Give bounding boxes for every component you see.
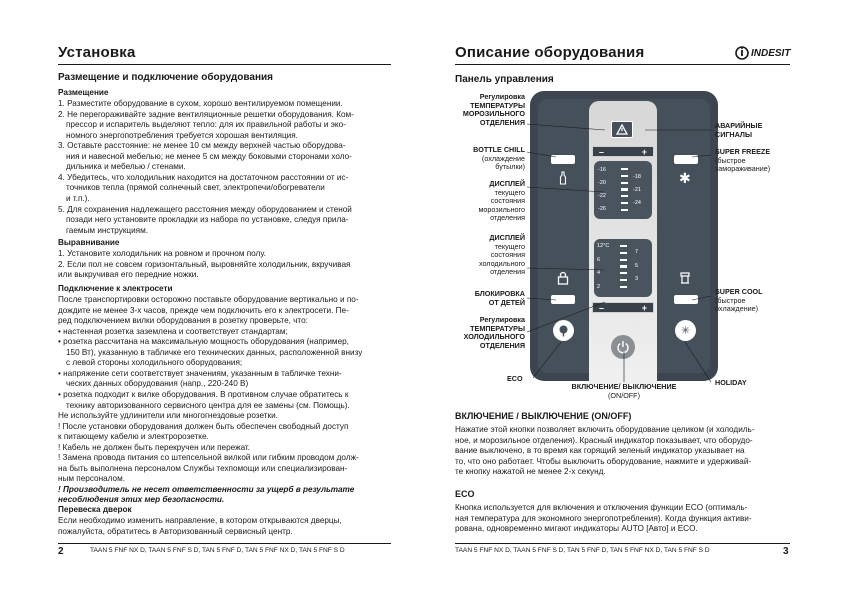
freezer-scale-label: -24: [633, 200, 641, 206]
electrical-line: 150 Вт), указанную в табличке его технических данных, расположенной внизу: [66, 347, 363, 357]
super-cool-label: [715, 288, 763, 314]
electrical-line: ! После установки оборудования должен быть обеспечен свободный доступ: [58, 421, 349, 431]
placement-item-line: гаемым инструкциям.: [66, 225, 149, 235]
fridge-display-label: [439, 234, 525, 277]
label-line: бутылки): [495, 162, 525, 171]
fridge-scale-label: 6: [597, 256, 601, 263]
footer-rule: [455, 543, 790, 544]
fridge-scale-label: 12°C: [597, 243, 610, 249]
placement-item-line: дильника и мебелью / стенами.: [66, 162, 186, 172]
label-line: СИГНАЛЫ: [715, 129, 752, 139]
electrical-line: • розетка подходит к вилке оборудования. В противном случае обратитесь к: [58, 389, 349, 399]
bottle-chill-label: [439, 146, 525, 172]
super-freeze-label: [715, 148, 770, 174]
freezer-display-label: [439, 180, 525, 223]
leveling-heading: Выравнивание: [58, 238, 120, 247]
leveling-line: 2. Если пол не совсем горизонтальный, выровняйте холодильник, вкручивая: [58, 259, 351, 269]
label-line: Регулировка: [479, 92, 525, 101]
onoff-text-line: ное, и морозильное отделения). Красный индикатор показывает, что оборудо-: [455, 435, 753, 445]
label-line: ВКЛЮЧЕНИЕ/ ВЫКЛЮЧЕНИЕ: [571, 382, 677, 391]
electrical-line: • настенная розетка заземлена и соответствует стандартам;: [58, 326, 288, 336]
freezer-minus-button[interactable]: –: [599, 146, 605, 157]
freezer-temp-label: [439, 93, 525, 127]
electrical-line: • розетка рассчитана на максимальную мощность оборудования (например,: [58, 337, 349, 347]
label-line: морозильного: [478, 204, 525, 214]
electrical-line: • напряжение сети соответствует значениям, указанным в табличке техни-: [58, 368, 342, 378]
fridge-plus-button[interactable]: +: [641, 302, 647, 313]
model-footer: TAAN 5 FNF NX D, TAAN 5 FNF S D, TAN 5 FNF D, TAN 5 FNF NX D, TAN 5 FNF S D: [455, 547, 710, 554]
label-line: (быстрое: [715, 155, 746, 165]
label-line: охлаждение): [715, 304, 759, 313]
label-line: ОТДЕЛЕНИЯ: [479, 117, 525, 127]
electrical-line: ред подключением вилки оборудования в розетку проверьте, что:: [58, 316, 308, 326]
label-line: ОТ ДЕТЕЙ: [488, 297, 525, 307]
fridge-scale-label: 5: [635, 262, 639, 269]
freezer-scale-label: -21: [633, 187, 641, 193]
eco-text-line: рована, одновременно мигают индикаторы AUTO [Авто] и ECO.: [455, 524, 698, 534]
holiday-snowflake-icon: ✳: [680, 325, 691, 337]
warning-line: ! Производитель не несет ответственности за ущерб в результате: [58, 484, 355, 494]
eco-text-line: ная температура для экономного энергопотребления). Когда функция активи-: [455, 513, 752, 523]
right-page: [421, 0, 842, 595]
label-line: холодильного: [478, 258, 525, 268]
fridge-scale-label: 7: [635, 249, 639, 255]
onoff-text-line: вание выключено, в то время как горящий зеленый индикатор указывает на: [455, 446, 745, 456]
freezer-scale-label: -18: [633, 174, 641, 180]
label-line: ОТДЕЛЕНИЯ: [479, 340, 525, 350]
page-number: 2: [58, 546, 64, 557]
label-line: (охлаждение: [481, 153, 525, 163]
brand-name: INDESIT: [751, 47, 791, 59]
label-line: SUPER FREEZE: [715, 147, 771, 156]
label-line: состояния: [490, 250, 525, 259]
leveling-line: 1. Установите холодильник на ровном и прочном полу.: [58, 249, 266, 258]
electrical-line: ческих данных оборудования (напр., 220-240 В): [66, 379, 249, 389]
label-line: состояния: [490, 196, 525, 205]
placement-item-line: 1. Разместите оборудование в сухом, хорошо вентилируемом помещении.: [58, 99, 343, 108]
fridge-scale-label: 4: [597, 270, 601, 276]
electrical-heading: Подключение к электросети: [58, 284, 173, 293]
electrical-line: ным персоналом.: [58, 474, 125, 484]
placement-item-line: ния и навесной мебелью; не менее 5 см между боковыми сторонами холо-: [66, 151, 352, 161]
label-line: АВАРИЙНЫЕ: [715, 121, 763, 130]
placement-item-line: 3. Оставьте расстояние: не менее 10 см между верхней частью оборудова-: [58, 141, 346, 151]
electrical-line: ! Кабель не должен быть перекручен или пережат.: [58, 442, 251, 452]
panel-heading: Панель управления: [455, 74, 554, 85]
label-line: замораживание): [715, 164, 771, 173]
label-line: ДИСПЛЕЙ: [489, 179, 525, 188]
child-lock-label: [439, 290, 525, 307]
alarm-label: [715, 122, 762, 139]
label-line: отделения: [490, 267, 525, 276]
placement-heading: Размещение: [58, 88, 109, 97]
door-line: пожалуйста, обратитесь в Авторизованный сервисный центр.: [58, 526, 293, 536]
label-line: ХОЛОДИЛЬНОГО: [463, 332, 525, 341]
freezer-scale-label: -26: [598, 206, 606, 212]
onoff-heading: ВКЛЮЧЕНИЕ / ВЫКЛЮЧЕНИЕ (ON/OFF): [455, 411, 632, 421]
freezer-scale-label: -16: [598, 167, 606, 173]
placement-item-line: 5. Для сохранения надлежащего расстояния между оборудованием и стеной: [58, 204, 352, 214]
fridge-scale-label: 3: [635, 276, 639, 282]
fridge-scale-label: 2: [597, 283, 601, 290]
warning-line: несоблюдения этих мер безопасности.: [58, 495, 225, 505]
label-line: ТЕМПЕРАТУРЫ: [470, 323, 525, 333]
electrical-line: дождите не менее 3-х часов, прежде чем подключить его к электросети. Пе-: [58, 305, 349, 315]
label-line: (ON/OFF): [608, 390, 640, 400]
electrical-line: После транспортировки осторожно поставьте оборудование вертикально и по-: [58, 295, 359, 304]
label-line: ТЕМПЕРАТУРЫ: [470, 100, 525, 110]
label-line: SUPER COOL: [715, 287, 763, 296]
placement-item-line: и т.п.).: [66, 193, 90, 203]
fridge-minus-button[interactable]: –: [599, 302, 605, 313]
label-line: BOTTLE CHILL: [473, 145, 525, 154]
eco-label: ECO: [507, 374, 523, 383]
electrical-line: к питающему кабелю и электророзетке.: [58, 432, 209, 442]
freezer-scale-label: -20: [598, 180, 606, 186]
label-line: текущего: [494, 241, 525, 251]
label-line: МОРОЗИЛЬНОГО: [462, 109, 525, 118]
model-footer: TAAN 5 FNF NX D, TAAN 5 FNF S D, TAN 5 FNF D, TAN 5 FNF NX D, TAN 5 FNF S D: [90, 547, 345, 554]
leveling-line: или выкручивая его передние ножки.: [58, 270, 199, 280]
onoff-text-line: Нажатие этой кнопки позволяет включить оборудование целиком (и холодиль-: [455, 425, 755, 434]
title-rule: [58, 64, 391, 65]
label-line: текущего: [494, 187, 525, 197]
placement-item-line: номного энергопотребления требуется хорошая вентиляция.: [66, 130, 298, 140]
placement-item-line: 4. Убедитесь, что холодильник находится на достаточном расстоянии от ис-: [58, 172, 349, 182]
section-heading: Размещение и подключение оборудования: [58, 72, 273, 83]
electrical-line: с левой стороны холодильного оборудования;: [66, 358, 243, 368]
holiday-label: HOLIDAY: [715, 378, 747, 387]
electrical-line: ! Замена провода питания со штепсельной вилкой или гибким проводом долж-: [58, 453, 359, 463]
page-title: Описание оборудования: [455, 44, 645, 61]
page-number: 3: [783, 546, 789, 557]
electrical-line: технику авторизованного сервисного центра для ее замены (см. Помощь).: [66, 400, 350, 410]
onoff-text-line: то, что оно работает. Чтобы выключить оборудование, нажмите и удерживай-: [455, 456, 752, 466]
eco-text-line: Кнопка используется для включения и отключения функции ECO (оптималь-: [455, 503, 748, 512]
page-title: Установка: [58, 44, 136, 61]
label-line: БЛОКИРОВКА: [474, 289, 525, 298]
freezer-plus-button[interactable]: +: [641, 146, 647, 157]
placement-item-line: точников тепла (прямой солнечный свет, электропечи/обогреватели: [66, 183, 325, 193]
label-line: Регулировка: [479, 315, 525, 324]
label-line: ДИСПЛЕЙ: [489, 233, 525, 242]
eco-heading: ECO: [455, 489, 475, 499]
door-line: Если необходимо изменить направление, в котором открываются дверцы,: [58, 516, 342, 525]
fridge-temp-label: [439, 316, 525, 350]
placement-item-line: 2. Не перегораживайте задние вентиляционные решетки оборудования. Ком-: [58, 109, 354, 119]
label-line: отделения: [490, 213, 525, 222]
onoff-text-line: те кнопку нажатой не менее 2-х секунд.: [455, 467, 606, 477]
door-heading: Перевеска дверок: [58, 505, 132, 514]
label-line: (быстрое: [715, 295, 746, 305]
snowflake-icon: ✱: [679, 170, 691, 186]
electrical-line: на быть выполнена персоналом Службы техпомощи или специализирован-: [58, 463, 348, 473]
freezer-scale-label: -22: [598, 193, 606, 199]
electrical-line: Не используйте удлинители или многогнездовые розетки.: [58, 411, 278, 421]
onoff-label: [561, 383, 687, 400]
placement-item-line: позади него установите прокладки из набора по установке, следуя прила-: [66, 215, 349, 225]
footer-rule: [58, 543, 391, 544]
placement-item-line: прессор и испаритель выделяют тепло: для их правильной работы и эко-: [66, 120, 346, 130]
